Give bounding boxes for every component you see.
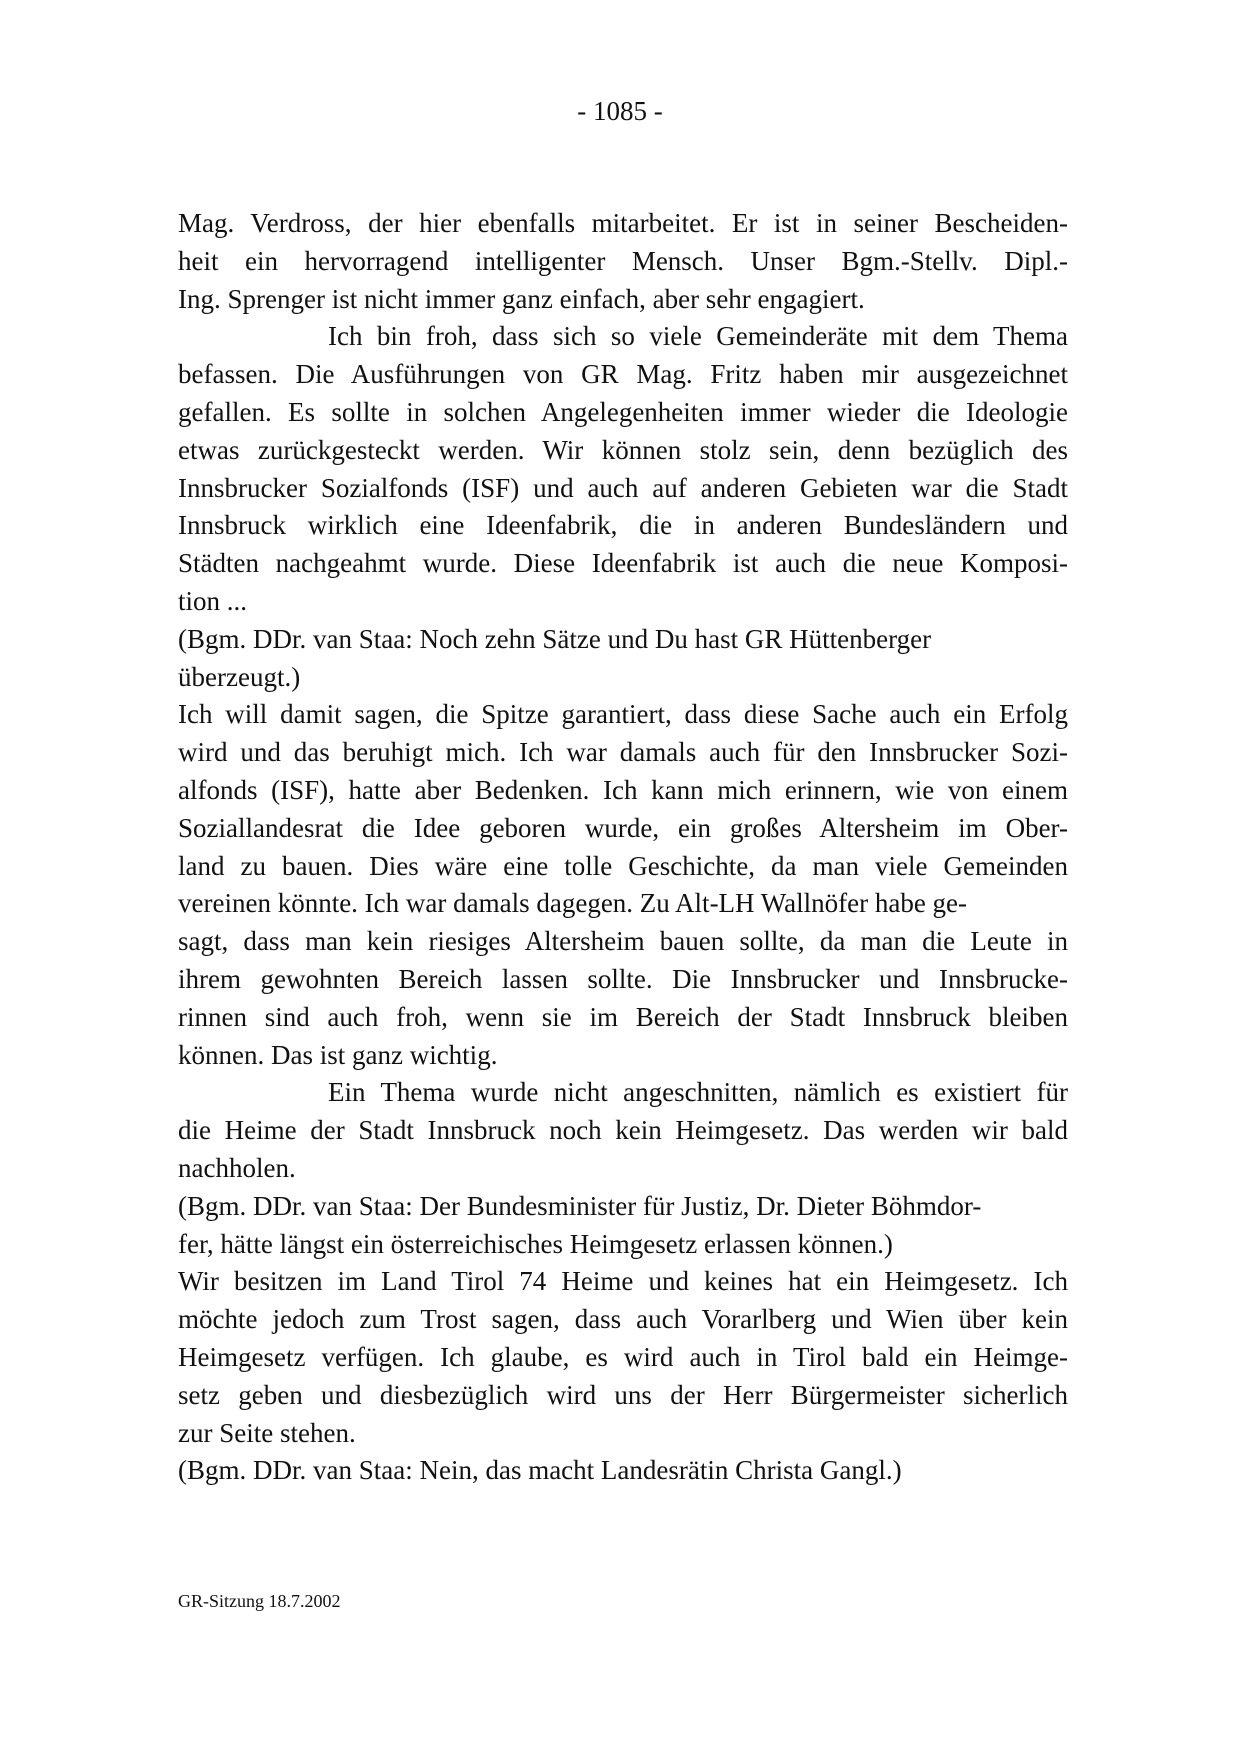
text-line: ihrem gewohnten Bereich lassen sollte. Die Innsbrucker und Innsbrucke- xyxy=(178,963,1068,994)
text-line: können. Das ist ganz wichtig. xyxy=(178,1039,498,1070)
text-line: (Bgm. DDr. van Staa: Der Bundesminister für Justiz, Dr. Dieter Böhmdor- xyxy=(178,1190,982,1221)
text-line: die Heime der Stadt Innsbruck noch kein Heimgesetz. Das werden wir bald xyxy=(178,1115,1068,1146)
text-line: land zu bauen. Dies wäre eine tolle Geschichte, da man viele Gemeinden xyxy=(178,850,1068,881)
text-line: Soziallandesrat die Idee geboren wurde, ein großes Altersheim im Ober- xyxy=(178,812,1068,843)
document-body xyxy=(178,205,1068,1490)
text-line: fer, hätte längst ein österreichisches Heimgesetz erlassen können.) xyxy=(178,1228,893,1259)
text-line: überzeugt.) xyxy=(178,661,301,692)
text-line: wird und das beruhigt mich. Ich war damals auch für den Innsbrucker Sozi- xyxy=(178,737,1068,768)
text-line: (Bgm. DDr. van Staa: Noch zehn Sätze und Du hast GR Hüttenberger xyxy=(178,623,932,654)
text-line: tion ... xyxy=(178,585,248,616)
text-line: Mag. Verdross, der hier ebenfalls mitarbeitet. Er ist in seiner Bescheiden- xyxy=(178,208,1068,238)
text-line: zur Seite stehen. xyxy=(178,1417,356,1448)
text-line: Ein Thema wurde nicht angeschnitten, nämlich es existiert für xyxy=(328,1077,1068,1108)
text-line: Ich bin froh, dass sich so viele Gemeinderäte mit dem Thema xyxy=(328,321,1068,352)
text-line: Innsbrucker Sozialfonds (ISF) und auch auf anderen Gebieten war die Stadt xyxy=(178,472,1068,503)
text-line: möchte jedoch zum Trost sagen, dass auch Vorarlberg und Wien über kein xyxy=(178,1304,1068,1335)
text-line: (Bgm. DDr. van Staa: Nein, das macht Landesrätin Christa Gangl.) xyxy=(178,1455,902,1486)
text-line: Städten nachgeahmt wurde. Diese Ideenfabrik ist auch die neue Komposi- xyxy=(178,548,1068,579)
text-line: Innsbruck wirklich eine Ideenfabrik, die in anderen Bundesländern und xyxy=(178,510,1068,541)
text-line: Wir besitzen im Land Tirol 74 Heime und keines hat ein Heimgesetz. Ich xyxy=(178,1266,1068,1297)
text-line: Heimgesetz verfügen. Ich glaube, es wird auch in Tirol bald ein Heimge- xyxy=(178,1341,1068,1372)
text-line: alfonds (ISF), hatte aber Bedenken. Ich kann mich erinnern, wie von einem xyxy=(178,774,1068,805)
page-footer: GR-Sitzung 18.7.2002 xyxy=(178,1591,341,1611)
text-line: Ich will damit sagen, die Spitze garantiert, dass diese Sache auch ein Erfolg xyxy=(178,699,1068,730)
text-line: heit ein hervorragend intelligenter Mensch. Unser Bgm.-Stellv. Dipl.- xyxy=(178,245,1068,276)
text-line: Ing. Sprenger ist nicht immer ganz einfach, aber sehr engagiert. xyxy=(178,283,865,314)
text-line: gefallen. Es sollte in solchen Angelegenheiten immer wieder die Ideologie xyxy=(178,396,1068,427)
text-line: etwas zurückgesteckt werden. Wir können stolz sein, denn bezüglich des xyxy=(178,434,1068,465)
page-number: - 1085 - xyxy=(577,96,663,126)
text-line: befassen. Die Ausführungen von GR Mag. Fritz haben mir ausgezeichnet xyxy=(178,359,1068,390)
text-line: rinnen sind auch froh, wenn sie im Bereich der Stadt Innsbruck bleiben xyxy=(178,1001,1068,1032)
text-line: nachholen. xyxy=(178,1152,296,1183)
text-line: setz geben und diesbezüglich wird uns der Herr Bürgermeister sicherlich xyxy=(178,1379,1068,1410)
text-line: sagt, dass man kein riesiges Altersheim bauen sollte, da man die Leute in xyxy=(178,926,1068,957)
text-line: vereinen könnte. Ich war damals dagegen. Zu Alt-LH Wallnöfer habe ge- xyxy=(178,888,968,919)
